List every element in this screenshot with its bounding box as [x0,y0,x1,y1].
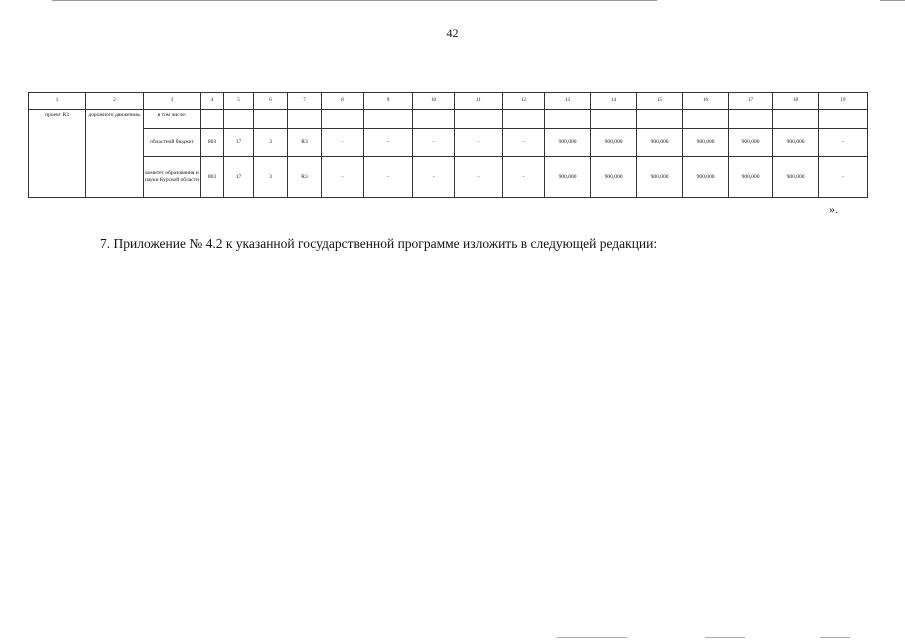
bottom-scan-mark [820,637,850,638]
header-cell: 15 [637,93,683,110]
table-header-row [29,93,868,110]
table-cell [224,110,254,129]
table-cell [254,110,288,129]
table-cell: - [413,129,455,157]
table-cell: 900,000 [637,157,683,198]
header-cell: 6 [254,93,288,110]
table-cell [591,110,637,129]
table-row [29,129,868,157]
closing-quote: ». [829,202,838,216]
table-cell: - [503,157,545,198]
table-cell: 900,000 [729,129,773,157]
table-cell [455,110,503,129]
source-cell: комитет образования и науки Курской области [144,157,201,198]
table-cell [364,110,413,129]
source-cell: областной бюджет [144,129,201,157]
top-rule [52,0,657,1]
budget-table [28,92,868,198]
header-cell: 5 [224,93,254,110]
table-cell: 900,000 [729,157,773,198]
table-cell: 803 [201,129,224,157]
header-cell: 3 [144,93,201,110]
header-cell: 8 [322,93,364,110]
table-cell: 17 [224,129,254,157]
table-cell: 3 [254,129,288,157]
table-cell: - [455,157,503,198]
project-name-cell: проект R3 [29,110,86,198]
header-cell: 14 [591,93,637,110]
table-cell: - [819,157,868,198]
header-cell: 13 [545,93,591,110]
table-row [29,157,868,198]
header-cell: 19 [819,93,868,110]
table-cell: 900,000 [773,157,819,198]
table-cell [545,110,591,129]
header-cell: 2 [86,93,144,110]
table-cell [637,110,683,129]
table-cell: - [503,129,545,157]
table-cell: - [819,129,868,157]
table-cell [288,110,322,129]
table-cell: 900,000 [545,129,591,157]
header-cell: 17 [729,93,773,110]
table-row [29,110,868,129]
table-cell [773,110,819,129]
table-cell: 900,000 [545,157,591,198]
table-cell: - [413,157,455,198]
table-cell: - [322,129,364,157]
page-number: 42 [446,26,459,40]
table-cell [683,110,729,129]
table-cell: 900,000 [591,157,637,198]
table-cell [819,110,868,129]
header-cell: 1 [29,93,86,110]
table-cell [503,110,545,129]
bottom-scan-mark [557,637,627,638]
table-cell: 803 [201,157,224,198]
table-cell [413,110,455,129]
table-cell [729,110,773,129]
header-cell: 12 [503,93,545,110]
header-cell: 16 [683,93,729,110]
table-cell: - [455,129,503,157]
table-cell: - [364,129,413,157]
header-cell: 18 [773,93,819,110]
header-cell: 9 [364,93,413,110]
table-cell: R3 [288,129,322,157]
table-cell: 17 [224,157,254,198]
table-cell: 900,000 [637,129,683,157]
header-cell: 4 [201,93,224,110]
table-cell: - [364,157,413,198]
table-cell: R3 [288,157,322,198]
table-cell [322,110,364,129]
source-cell: в том числе: [144,110,201,129]
table-cell [201,110,224,129]
body-paragraph: 7. Приложение № 4.2 к указанной государственной программе изложить в следующей редакции: [100,236,658,251]
header-cell: 11 [455,93,503,110]
table-cell: 900,000 [591,129,637,157]
table-cell: 3 [254,157,288,198]
table-cell: 900,000 [683,157,729,198]
top-rule-right [880,0,905,1]
table-cell: 900,000 [683,129,729,157]
table-cell: 900,000 [773,129,819,157]
bottom-scan-mark [705,637,745,638]
header-cell: 10 [413,93,455,110]
project-desc-cell: дорожного движения» [86,110,144,198]
header-cell: 7 [288,93,322,110]
table-cell: - [322,157,364,198]
